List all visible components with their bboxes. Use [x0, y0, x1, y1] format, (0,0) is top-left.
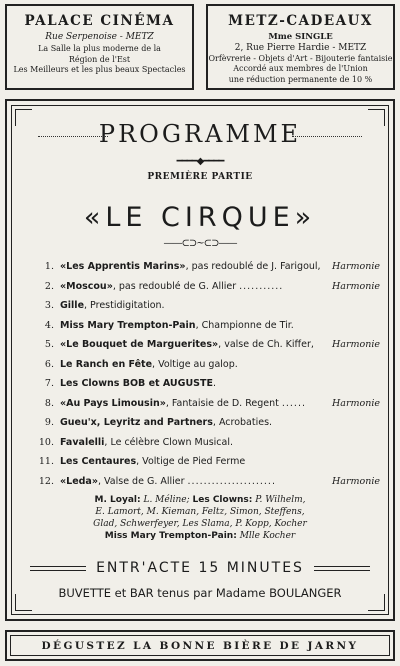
- item-number: 12.: [38, 475, 54, 487]
- metz-cadeaux-address: 2, Rue Pierre Hardie - METZ: [234, 43, 367, 53]
- metz-cadeaux-owner: Mme SINGLE: [268, 32, 333, 42]
- programme-item: [34, 335, 380, 355]
- ornament-divider: ——⊂⊃~⊂⊃——: [163, 238, 237, 249]
- double-rule-right: [314, 566, 370, 571]
- item-name: Le Ranch en Fête: [60, 358, 153, 370]
- leader-dots: [324, 257, 329, 277]
- programme-inner-frame: [11, 105, 389, 615]
- entracte-banner: [30, 558, 370, 578]
- clowns-names-2: E. Lamort, M. Kieman, Feltz, Simon, Steffens,: [95, 507, 305, 517]
- programme-item: [34, 433, 380, 453]
- item-description: , Prestidigitation.: [84, 300, 165, 311]
- programme-item: [34, 277, 380, 297]
- cast-credits: [12, 494, 388, 542]
- item-number: 7.: [44, 378, 54, 389]
- item-name: «Moscou»: [60, 280, 113, 292]
- item-text: [60, 355, 238, 375]
- item-description: , Championne de Tir.: [195, 319, 294, 331]
- metz-cadeaux-line-2: Accordé aux membres de l'Union: [233, 64, 368, 73]
- metz-cadeaux-ad: [206, 4, 395, 90]
- item-description: , Voltige de Pied Ferme: [136, 456, 246, 467]
- buvette-text: BUVETTE et BAR tenus par Madame BOULANGER: [58, 586, 342, 600]
- item-music: Harmonie: [332, 475, 380, 487]
- item-description: , valse de Ch. Kiffer,: [218, 339, 314, 350]
- footer-text: DÉGUSTEZ LA BONNE BIÈRE DE JARNY: [41, 639, 359, 652]
- item-text: [60, 296, 165, 316]
- entracte-text: ENTR'ACTE 15 MINUTES: [96, 560, 304, 576]
- programme-title: PROGRAMME: [98, 120, 302, 148]
- item-number: 10.: [38, 436, 54, 448]
- footer-ad: [5, 630, 395, 661]
- programme-item: [34, 394, 380, 414]
- item-text: [60, 452, 245, 472]
- palace-cinema-address: Rue Serpenoise - METZ: [45, 32, 154, 42]
- item-number: 9.: [44, 417, 54, 428]
- item-name: «Les Apprentis Marins»: [60, 261, 186, 272]
- cast-line-4: [12, 530, 388, 542]
- programme-item: [34, 316, 380, 336]
- item-number: 6.: [44, 358, 54, 370]
- item-name: Favalelli: [60, 436, 105, 448]
- item-text: [60, 413, 272, 433]
- clowns-label: Les Clowns:: [192, 495, 253, 505]
- item-description: .: [212, 378, 217, 389]
- programme-item: [34, 413, 380, 433]
- item-music: Harmonie: [332, 397, 380, 409]
- metz-cadeaux-title: METZ-CADEAUX: [228, 13, 373, 29]
- item-number: 3.: [44, 300, 54, 311]
- item-number: 11.: [38, 456, 54, 467]
- item-text: [60, 277, 236, 297]
- item-description: , pas redoublé de G. Allier: [112, 280, 237, 292]
- programme-item: [34, 374, 380, 394]
- item-description: , pas redoublé de J. Farigoul,: [185, 261, 321, 272]
- item-name: «Au Pays Limousin»: [60, 397, 166, 409]
- item-number: 1.: [44, 261, 54, 272]
- item-number: 5.: [44, 339, 54, 350]
- metz-cadeaux-line-3: une réduction permanente de 10 %: [228, 74, 373, 84]
- cast-line-3: [12, 518, 388, 530]
- item-name: Gueu'x, Leyritz and Partners: [60, 417, 213, 428]
- mary-name: Mlle Kocher: [239, 531, 296, 541]
- item-description: , Valse de G. Allier: [97, 475, 185, 487]
- item-name: «Le Bouquet de Marguerites»: [60, 339, 219, 350]
- metz-cadeaux-line-1: Orfèvrerie - Objets d'Art - Bijouterie fantaisie: [208, 53, 393, 63]
- item-text: [60, 257, 321, 277]
- palace-cinema-line-3: Les Meilleurs et les plus beaux Spectacles: [13, 65, 186, 74]
- item-text: [60, 316, 294, 336]
- loyal-name: L. Méline;: [143, 495, 190, 505]
- cast-line-1: [12, 494, 388, 506]
- item-description: , Acrobaties.: [212, 417, 273, 428]
- item-music: Harmonie: [332, 339, 380, 350]
- item-text: [60, 374, 216, 394]
- leader-dots: ......: [281, 397, 306, 409]
- programme-item: [34, 452, 380, 472]
- item-number: 4.: [44, 319, 54, 331]
- item-description: , Le célèbre Clown Musical.: [104, 436, 234, 448]
- footer-inner-frame: [10, 635, 390, 656]
- item-music: Harmonie: [332, 261, 380, 272]
- show-title: «LE CIRQUE»: [83, 202, 317, 233]
- palace-cinema-title: PALACE CINÉMA: [24, 13, 175, 29]
- clowns-names-3: Glad, Schwerfeyer, Les Slama, P. Kopp, Kocher: [93, 519, 307, 529]
- programme-list: [34, 257, 380, 491]
- palace-cinema-ad: [5, 4, 194, 90]
- mary-label: Miss Mary Trempton-Pain:: [104, 531, 237, 541]
- clowns-names-1: P. Wilhelm,: [255, 495, 306, 505]
- cast-line-2: [12, 506, 388, 518]
- item-text: [60, 433, 233, 453]
- programme-item: [34, 296, 380, 316]
- leader-dots: ...........: [239, 280, 284, 292]
- palace-cinema-line-1: La Salle la plus moderne de la: [38, 44, 161, 53]
- item-name: Miss Mary Trempton-Pain: [60, 319, 196, 331]
- loyal-label: M. Loyal:: [94, 495, 141, 505]
- palace-cinema-line-2: Région de l'Est: [68, 54, 131, 64]
- double-rule-left: [30, 566, 86, 571]
- item-description: , Voltige au galop.: [152, 358, 238, 370]
- programme-item: [34, 472, 380, 492]
- item-name: Gille: [60, 300, 85, 311]
- item-number: 2.: [44, 280, 54, 292]
- item-description: , Fantaisie de D. Regent: [165, 397, 279, 409]
- item-name: Les Clowns BOB et AUGUSTE: [60, 378, 213, 389]
- part-heading: PREMIÈRE PARTIE: [147, 172, 253, 182]
- item-number: 8.: [44, 397, 54, 409]
- item-text: [60, 472, 185, 492]
- item-name: Les Centaures: [60, 456, 137, 467]
- item-name: «Leda»: [60, 475, 98, 487]
- leader-dots: ......................: [187, 475, 276, 487]
- item-text: [60, 394, 279, 414]
- programme-item: [34, 355, 380, 375]
- programme-item: [34, 257, 380, 277]
- leader-dots: [317, 335, 329, 355]
- ornament-divider: ━━━━◆━━━━: [176, 156, 224, 167]
- programme-frame: [5, 99, 395, 621]
- item-text: [60, 335, 314, 355]
- item-music: Harmonie: [332, 280, 380, 292]
